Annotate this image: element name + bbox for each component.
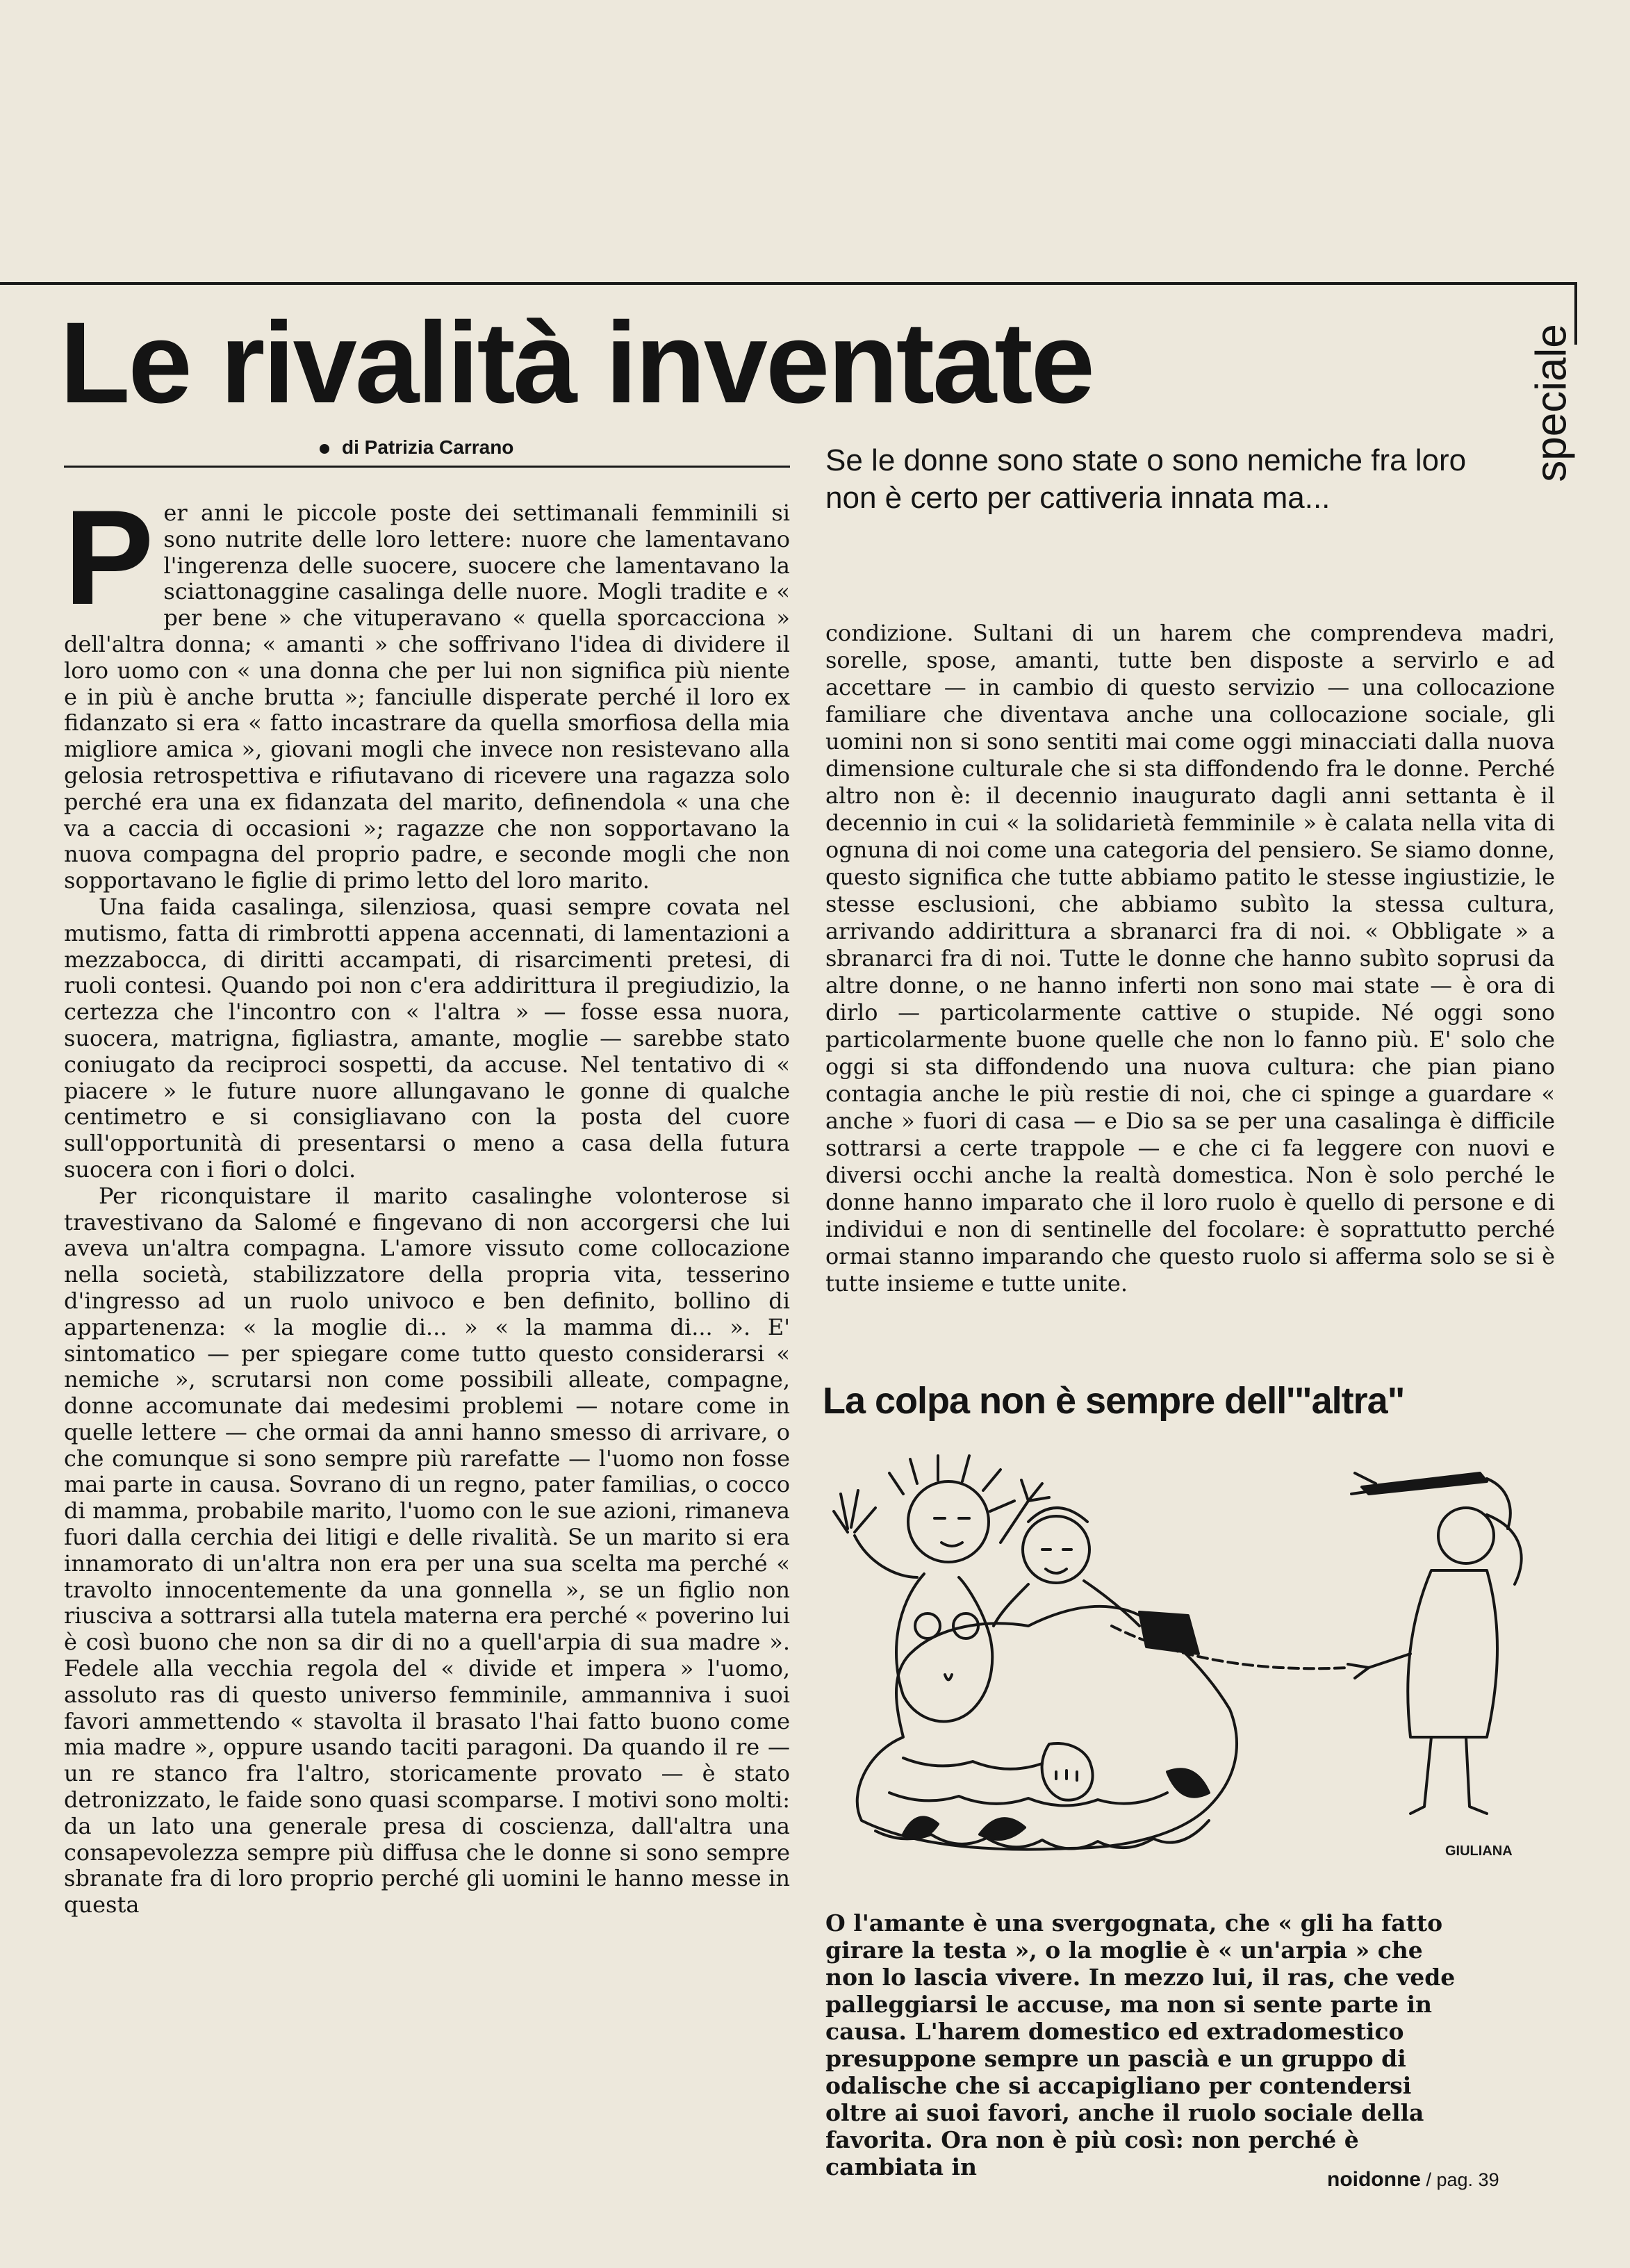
box-title: La colpa non è sempre dell'"altra": [823, 1380, 1405, 1422]
box-caption: O l'amante è una svergognata, che « gli ha fatto girare la testa », o la moglie è « un'arpia » che non lo lascia vivere. In mezzo lui, il ras, che vede palleggiarsi le accuse, ma non si sente parte in causa. L'harem domestico ed extradomestico presuppone sempre un pascià e un gruppo di odalische che si accapigliano per contendersi oltre ai suoi favori, anche il ruolo sociale della favorita. Ora non è più così: non perché è cambiata in: [825, 1909, 1456, 2180]
section-tag-label: speciale: [1527, 324, 1576, 482]
section-tag: [1520, 299, 1583, 507]
right-column: [825, 620, 1555, 1349]
paragraph-text: er anni le piccole poste dei settimanali femminili si sono nutrite delle loro lettere: nuore che lamentavano l'ingerenza delle suocere, suocere che lamentavano la sciattonaggine casalinga delle nuore. Mogli tradite e « per bene » che vituperavano « quella sporcacciona » dell'altra donna; « amanti » che soffrivano l'idea di dividere il loro uomo con « una donna che per lui non significa più niente e in più è anche brutta »; fanciulle disperate perché il loro ex fidanzato si era « fatto incastrare da quella smorfiosa della mia migliore amica », giovani mogli che invece non resistevano alla gelosia retrospettiva e rifiutavano di ricevere una ragazza solo perché era una ex fidanzata del marito, definendola « una che va a caccia di occasioni »; ragazze che non sopportavano la nuova compagna del proprio padre, e seconde mogli che non sopportavano le figlie di primo letto del loro marito.: [64, 500, 790, 894]
paragraph: condizione. Sultani di un harem che comprendeva madri, sorelle, spose, amanti, tutte ben disposte a servirlo e ad accettare — in cambio di questo servizio — una collocazione familiare che diventava anche una collocazione sociale, gli uomini non si sono sentiti mai come oggi minacciati dalla nuova dimensione culturale che si sta diffondendo fra le donne. Perché altro non è: il decennio inaugurato dagli anni settanta è il decennio in cui « la solidarietà femminile » è calata nella vita di ognuna di noi come una categoria del pensiero. Se siamo donne, questo significa che tutte abbiamo patito le stesse ingiustizie, le stesse esclusioni, che abbiamo subìto la stessa cultura, arrivando addirittura a sbranarci fra di noi. « Obbligate » a sbranarci fra di noi. Tutte le donne che hanno subìto soprusi da altre donne, o ne hanno inferti non sono mai state — è ora di dirlo — particolarmente cattive o stupide. Né oggi sono particolarmente buone quelle che non lo fanno più. E' solo che oggi si sta diffondendo una nuova cultura: che pian piano contagia anche le più restie di noi, che ci spinge a guardare « anche » fuori di casa — e Dio sa se per una casalinga è difficile sottrarsi a certe trappole — e che ci fa leggere con nuovi e diversi occhi anche la realtà domestica. Non è solo perché le donne hanno imparato che il loro ruolo è quello di persone e di individui e non di sentinelle del focolare: è soprattutto perché ormai stanno imparando che questo ruolo si afferma solo se si è tutte insieme e tutte unite.: [825, 620, 1555, 1297]
magazine-brand: noidonne: [1327, 2168, 1421, 2191]
paragraph: Una faida casalinga, silenziosa, quasi sempre covata nel mutismo, fatta di rimbrotti appena accennati, di lamentazioni a mezzabocca, di diritti accampati, di risarcimenti pretesi, di ruoli contesi. Quando poi non c'era addirittura il pregiudizio, la certezza che l'incontro con « l'altra » — fosse essa nuora, suocera, matrigna, figliastra, amante, moglie — sarebbe stato coniugato da reciproci sospetti, da accuse. Nel tentativo di « piacere » le future nuore allungavano le gonne di qualche centimetro e si consigliavano con la posta del cuore sull'opportunità di presentarsi o meno a casa della futura suocera con i fiori o dolci.: [64, 893, 790, 1183]
byline-author: di Patrizia Carrano: [342, 436, 514, 458]
page-footer: [1327, 2168, 1499, 2192]
cartoon-signature: GIULIANA: [1445, 1843, 1513, 1859]
bullet-icon: [320, 444, 329, 454]
left-column: [64, 482, 790, 2098]
cartoon-illustration: [820, 1445, 1556, 1876]
paragraph: [64, 482, 790, 894]
page-number: / pag. 39: [1426, 2169, 1499, 2190]
byline-rule: [64, 466, 790, 468]
byline: [320, 436, 792, 459]
drop-cap: P: [64, 482, 154, 633]
paragraph: Per riconquistare il marito casalinghe volonterose si travestivano da Salomé e fingevano di non accorgersi che lui aveva un'altra compagna. L'amore vissuto come collocazione nella società, stabilizzatore della propria vita, tesserino d'ingresso ad un ruolo univoco e ben definito, bollino di appartenenza: « la moglie di... » « la mamma di... ». E' sintomatico — per spiegare come tutto questo considerarsi « nemiche », scrutarsi non come possibili alleate, compagne, donne accomunate dai medesimi problemi — notare come in quelle lettere — che ormai da anni hanno smesso di arrivare, o che comunque si sono sempre più rarefatte — l'uomo non fosse mai parte in causa. Sovrano di un regno, pater familias, o cocco di mamma, probabile marito, l'uomo con le sue azioni, rimaneva fuori dalla cerchia dei litigi e delle rivalità. Se un marito si era innamorato di un'altra non era per una sua scelta ma perché « travolto innocentemente da una gonnella », se un figlio non riusciva a sottrarsi alla tutela materna era perché « poverino lui è così buono che non sa dir di no a quell'arpia di sua madre ». Fedele alla vecchia regola del « divide et impera » l'uomo, assoluto ras di questo universo femminile, ammanniva i suoi favori ammettendo « stavolta il brasato l'hai fatto buono come mia madre », oppure usando taciti paragoni. Da quando il re — un re stanco fra l'altro, storicamente provato — è stato detronizzato, le faide sono quasi scomparse. I motivi sono molti: da un lato una generale presa di coscienza, dall'altra una consapevolezza sempre più diffusa che le donne si sono sempre sbranate fra di loro proprio perché gli uomini le hanno messe in questa: [64, 1182, 790, 1918]
article-headline: Le rivalità inventate: [60, 299, 1093, 427]
top-rule: [0, 282, 1577, 285]
article-subtitle: Se le donne sono state o sono nemiche fra loro non è certo per cattiveria innata ma...: [825, 443, 1467, 515]
